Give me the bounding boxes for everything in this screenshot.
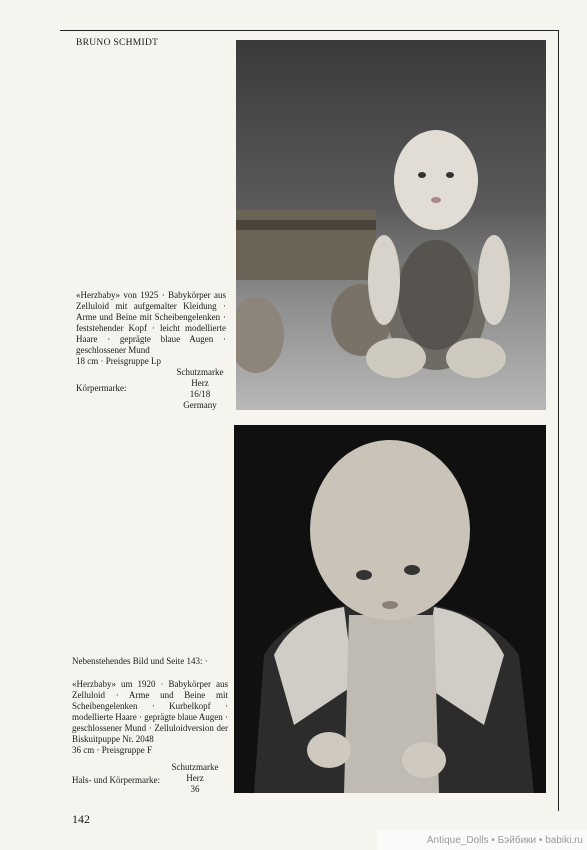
doll-hand-left — [307, 732, 351, 768]
photo-herzbaby-1920 — [234, 425, 546, 793]
cart-wheel-left — [236, 297, 284, 373]
caption-1925 — [76, 290, 226, 367]
doll-head — [394, 130, 478, 230]
caption-1925-mark: Schutzmarke Herz 16/18 Germany — [176, 367, 224, 410]
page-number: 142 — [72, 812, 90, 826]
caption-1925-mark-label: Körpermarke: — [76, 383, 127, 393]
running-header: BRUNO SCHMIDT — [76, 38, 159, 48]
doll-arm-left — [368, 235, 400, 325]
caption-1920-size-price: 36 cm · Preisgruppe F — [72, 745, 152, 755]
caption-1925-size-price: 18 cm · Preisgruppe Lp — [76, 356, 161, 366]
doll-hand-right — [402, 742, 446, 778]
caption-1920-description: «Herzbaby» um 1920 · Babykörper aus Zelluloid · Arme und Beine mit Scheibengelenken · Kurbelkopf · modellierte Haare · geprägte blaue Augen · geschlossener Mund · Zelluloidversion der Biskuitpuppe Nr. 2048 — [72, 679, 228, 744]
photo-herzbaby-1925 — [236, 40, 546, 410]
doll-head-2 — [310, 440, 470, 620]
caption-1920-intro: Nebenstehendes Bild und Seite 143: · — [72, 656, 208, 666]
doll-leg-right — [446, 338, 506, 378]
caption-1920 — [72, 679, 228, 756]
caption-1925-description: «Herzbaby» von 1925 · Babykörper aus Zelluloid mit aufgemalter Kleidung · Arme und Beine mit Scheibengelenken · feststehender Kopf · leicht modellierte Haare · geprägte blaue Augen · geschlossener Mund — [76, 290, 226, 355]
doll-leg-left — [366, 338, 426, 378]
caption-1920-mark-label: Hals- und Körpermarke: — [72, 775, 160, 785]
doll-photo-illustration — [236, 40, 546, 410]
watermark: Antique_Dolls • Бэйбики • babiki.ru — [426, 835, 583, 846]
doll-photo-illustration-2 — [234, 425, 546, 793]
caption-1920-mark: Schutzmarke Herz 36 — [171, 762, 219, 794]
doll-arm-right — [478, 235, 510, 325]
